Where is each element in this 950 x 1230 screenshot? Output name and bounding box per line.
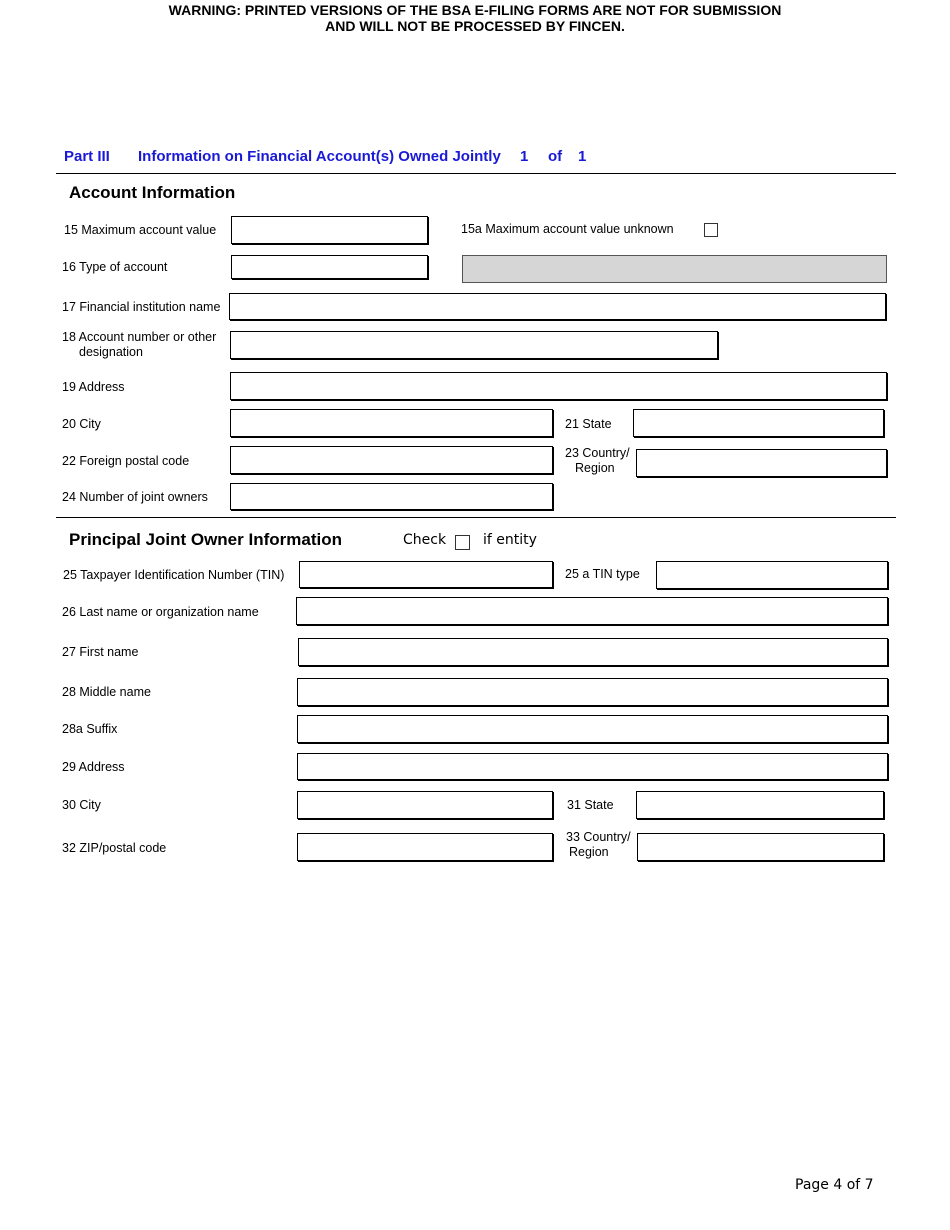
if-entity-label: if entity [483,532,537,548]
foreign-postal-code-label: 22 Foreign postal code [62,454,190,468]
state-select[interactable] [633,409,884,437]
account-type-other-field [462,255,887,283]
address-input[interactable] [230,372,887,400]
first-name-input[interactable] [298,638,888,666]
owner-city-input[interactable] [297,791,553,819]
part-current-index: 1 [520,148,529,165]
check-label: Check [403,532,447,548]
middle-name-label: 28 Middle name [62,685,151,699]
tin-label: 25 Taxpayer Identification Number (TIN) [63,568,285,582]
address-label: 19 Address [62,380,125,394]
max-account-value-label: 15 Maximum account value [64,223,217,237]
state-label: 21 State [565,417,612,431]
first-name-label: 27 First name [62,645,139,659]
tin-input[interactable] [299,561,553,588]
suffix-input[interactable] [297,715,888,743]
zip-label: 32 ZIP/postal code [62,841,167,855]
owner-state-label: 31 State [567,798,614,812]
tin-type-label: 25 a TIN type [565,567,640,581]
owner-city-label: 30 City [62,798,101,812]
account-type-label: 16 Type of account [62,260,168,274]
suffix-label: 28a Suffix [62,722,118,736]
middle-name-input[interactable] [297,678,888,706]
tin-type-select[interactable] [656,561,888,589]
last-name-input[interactable] [296,597,888,625]
country-select[interactable] [636,449,887,477]
section-divider-owner [56,517,896,518]
joint-owners-count-input[interactable] [230,483,553,510]
page-number: Page 4 of 7 [795,1177,874,1193]
account-type-select[interactable] [231,255,428,279]
owner-state-select[interactable] [636,791,884,819]
account-section-title: Account Information [69,183,236,202]
part-number: Part III [64,148,110,165]
owner-country-select[interactable] [637,833,884,861]
joint-owners-count-label: 24 Number of joint owners [62,490,208,504]
foreign-postal-code-input[interactable] [230,446,553,474]
financial-institution-label: 17 Financial institution name [62,300,221,314]
account-number-input[interactable] [230,331,718,359]
city-input[interactable] [230,409,553,437]
zip-input[interactable] [297,833,553,861]
warning-banner [0,2,950,34]
max-account-value-input[interactable] [231,216,428,244]
owner-address-label: 29 Address [62,760,125,774]
part-of-label: of [548,148,563,165]
financial-institution-input[interactable] [229,293,886,320]
part-title: Information on Financial Account(s) Owned Jointly [138,148,501,165]
country-label: 23 Country/ Region [565,446,630,475]
section-divider-top [56,173,896,174]
owner-country-label: 33 Country/ Region [566,830,631,859]
warning-line-2: AND WILL NOT BE PROCESSED BY FINCEN. [325,18,625,34]
owner-address-input[interactable] [297,753,888,780]
owner-section-title: Principal Joint Owner Information [69,530,342,549]
part-total: 1 [578,148,587,165]
city-label: 20 City [62,417,101,431]
max-value-unknown-label: 15a Maximum account value unknown [461,222,674,236]
entity-checkbox[interactable] [455,535,470,550]
warning-line-1: WARNING: PRINTED VERSIONS OF THE BSA E-FILING FORMS ARE NOT FOR SUBMISSION [168,2,782,18]
account-number-label: 18 Account number or other designation [62,330,217,359]
last-name-label: 26 Last name or organization name [62,605,259,619]
max-value-unknown-checkbox[interactable] [704,223,718,237]
